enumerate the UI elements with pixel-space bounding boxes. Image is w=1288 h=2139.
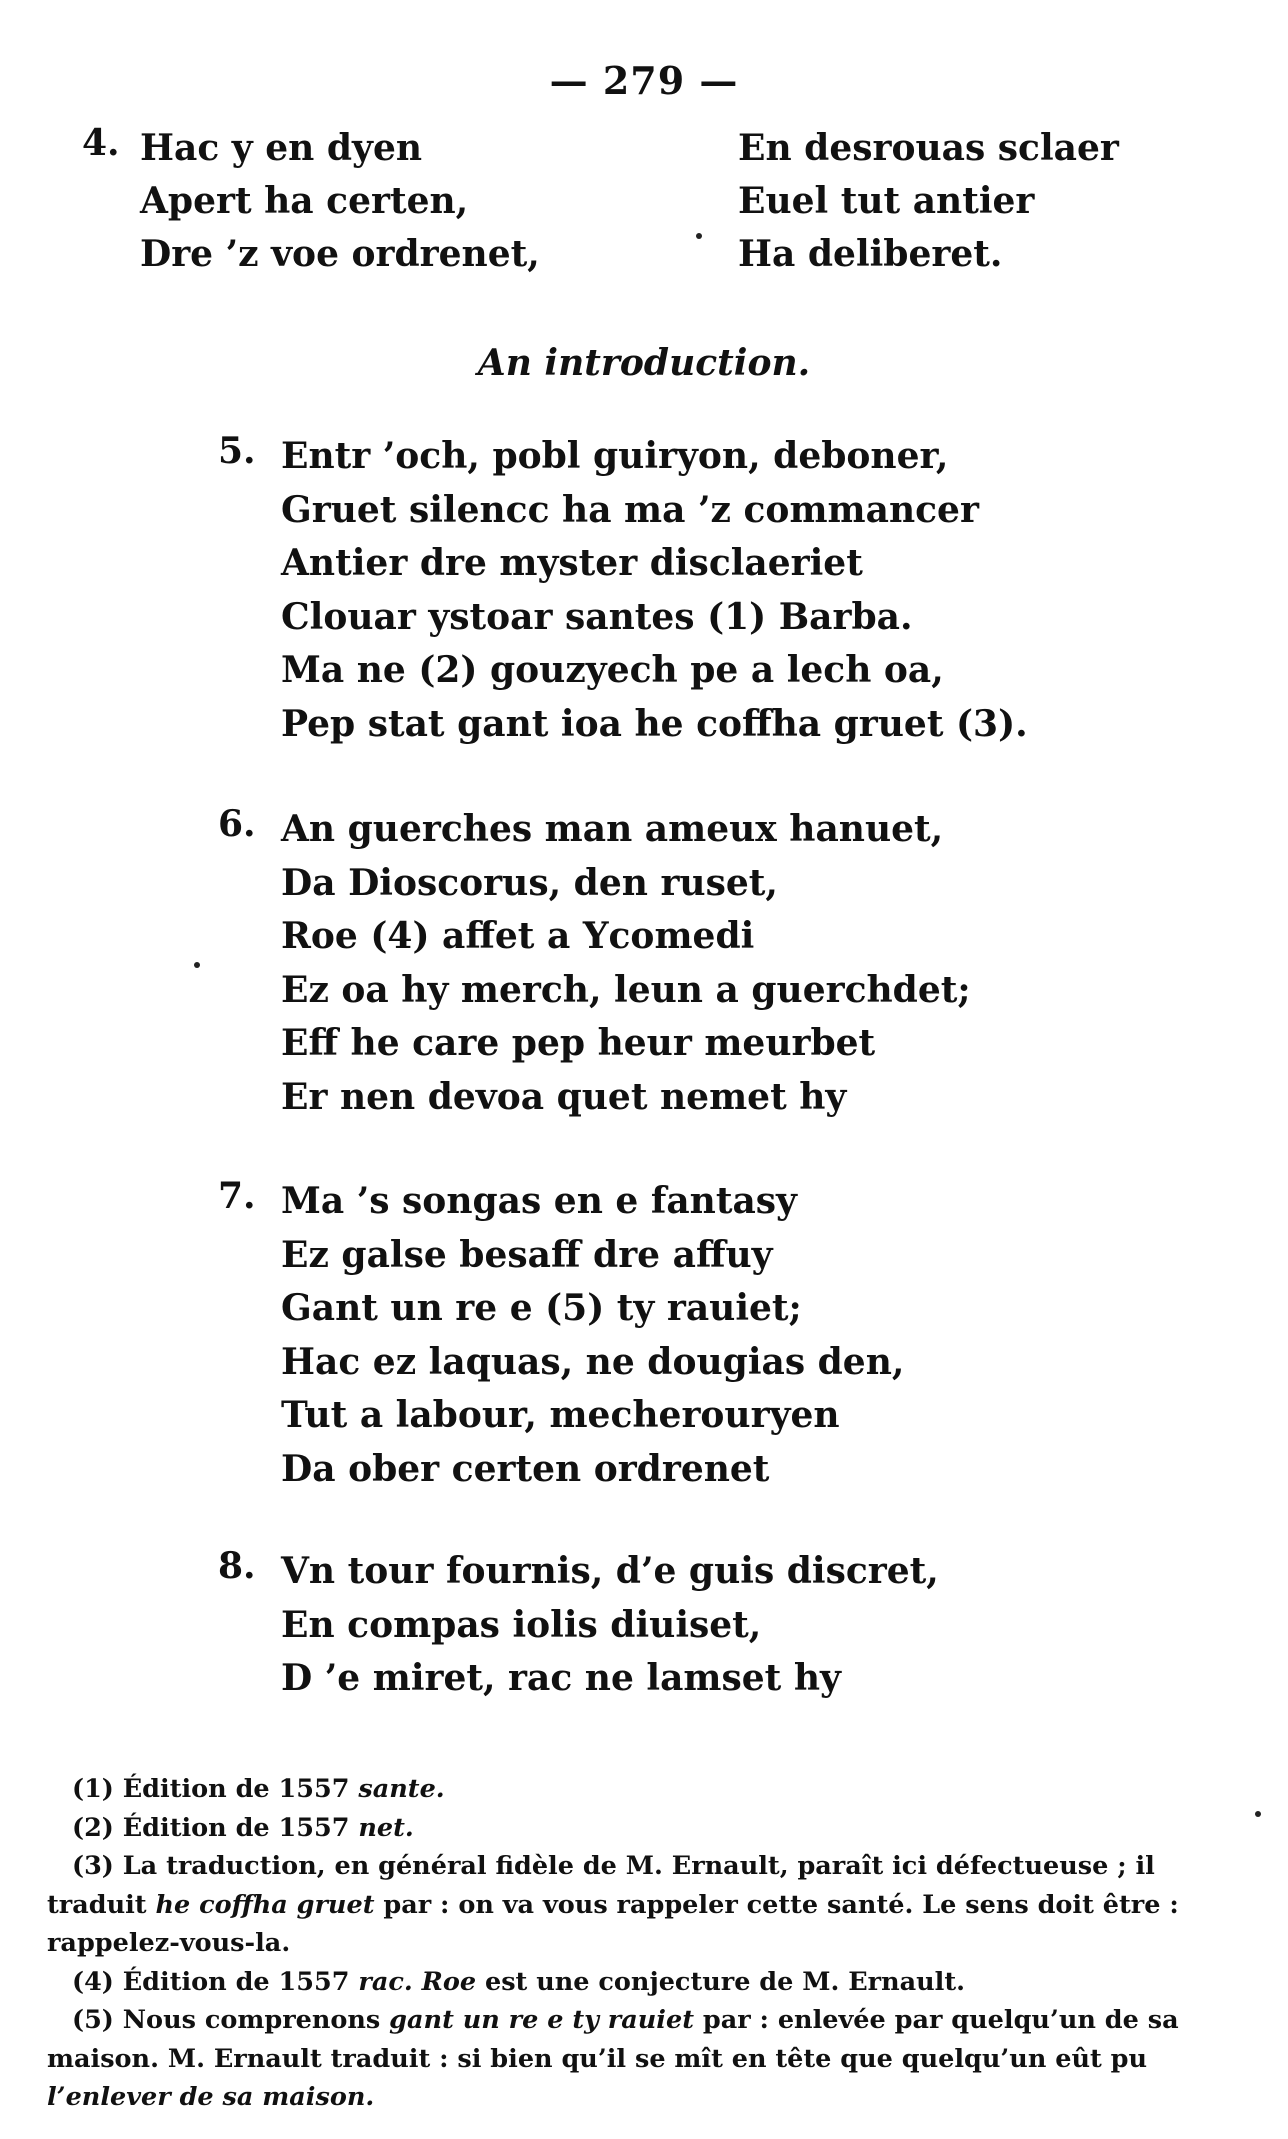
verse-line: Hac ez laquas, ne dougias den, [281,1340,905,1383]
verse-line: Ha deliberet. [738,233,1003,275]
verse-line: Hac y en dyen [140,127,423,169]
verse-line: En desrouas sclaer [738,127,1119,169]
footnote-italic: net. [358,1812,414,1843]
verse-line: En compas iolis diuiset, [281,1603,762,1646]
verse-line: Pep stat gant ioa he coffha gruet (3). [281,702,1028,745]
footnote-3 [47,1847,1227,1963]
footnote-4 [47,1963,1227,2002]
verse-line: Dre ’z voe ordrenet, [140,233,540,275]
footnote-italic: l’enlever de sa maison. [47,2082,375,2112]
print-speck [194,962,200,968]
verse-line: Ma ne (2) gouzyech pe a lech oa, [281,649,944,692]
verse-line: Vn tour fournis, d’e guis discret, [281,1550,939,1592]
verse-line: Roe (4) affet a Ycomedi [281,915,755,958]
footnotes [47,1770,1227,2117]
footnote-text: par : enlevée par quelqu’un de sa maison. M. Ernault traduit : si bien qu’il se mît en tête que quelqu’un eût pu [47,2005,1179,2074]
verse-line: Gruet silencc ha ma ’z commancer [281,488,979,531]
verse-line: Ez galse besaff dre affuy [281,1233,773,1276]
stanza-number: 4. [82,122,120,164]
verse-line: An guerches man ameux hanuet, [281,808,944,850]
footnote-text: (4) Édition de 1557 [72,1966,359,1997]
footnote-2 [47,1809,1227,1848]
print-speck [696,233,702,239]
verse-line: Clouar ystoar santes (1) Barba. [281,595,913,638]
stanza-number: 8. [218,1545,256,1587]
stanza-number: 7. [218,1175,256,1217]
footnote-italic: Roe [421,1966,477,1997]
footnote-text: (5) Nous comprenons [72,2005,390,2035]
stanza-5 [218,430,1028,752]
footnote-text: est une conjecture de M. Ernault. [476,1966,966,1997]
stanza-4-left-column [82,122,540,281]
section-heading: An introduction. [477,342,811,384]
footnote-text: (3) La traduction, en général fidèle de M. Ernault, paraît ici défectueuse ; il traduit [47,1851,1155,1920]
verse-line: Da ober certen ordrenet [281,1447,770,1490]
footnote-text: par : on va vous rappeler cette santé. Le sens doit être : rappelez-vous-la. [47,1889,1179,1958]
footnote-italic: sante. [358,1774,445,1804]
stanza-6 [218,803,971,1125]
footnote-text: (2) Édition de 1557 [72,1812,359,1843]
verse-line: Entr ’och, pobl guiryon, deboner, [281,435,949,477]
verse-line: Ma ’s songas en e fantasy [281,1180,797,1222]
verse-line: Da Dioscorus, den ruset, [281,861,778,904]
page-number: — 279 — [549,58,739,103]
print-speck [1255,1811,1261,1817]
footnote-1 [47,1770,1227,1809]
verse-line: Apert ha certen, [140,180,469,222]
verse-line: Ez oa hy merch, leun a guerchdet; [281,968,971,1011]
verse-line: D ’e miret, rac ne lamset hy [281,1657,841,1700]
stanza-number: 6. [218,803,256,845]
stanza-8 [218,1545,939,1706]
footnote-5 [47,2001,1227,2117]
stanza-number: 5. [218,430,256,472]
footnote-italic: gant un re e ty rauiet [389,2005,694,2035]
footnote-text [413,1967,422,1997]
footnote-text: (1) Édition de 1557 [72,1774,359,1804]
stanza-7 [218,1175,904,1497]
verse-line: Eff he care pep heur meurbet [281,1022,876,1065]
verse-line: Tut a labour, mecherouryen [281,1394,840,1437]
footnote-italic: rac. [358,1966,413,1997]
footnote-italic: he coffha gruet [155,1889,375,1920]
verse-line: Euel tut antier [738,180,1035,222]
verse-line: Antier dre myster disclaeriet [281,542,863,585]
stanza-4-right-column [738,122,1119,281]
verse-line: Gant un re e (5) ty rauiet; [281,1287,802,1330]
verse-line: Er nen devoa quet nemet hy [281,1075,847,1118]
